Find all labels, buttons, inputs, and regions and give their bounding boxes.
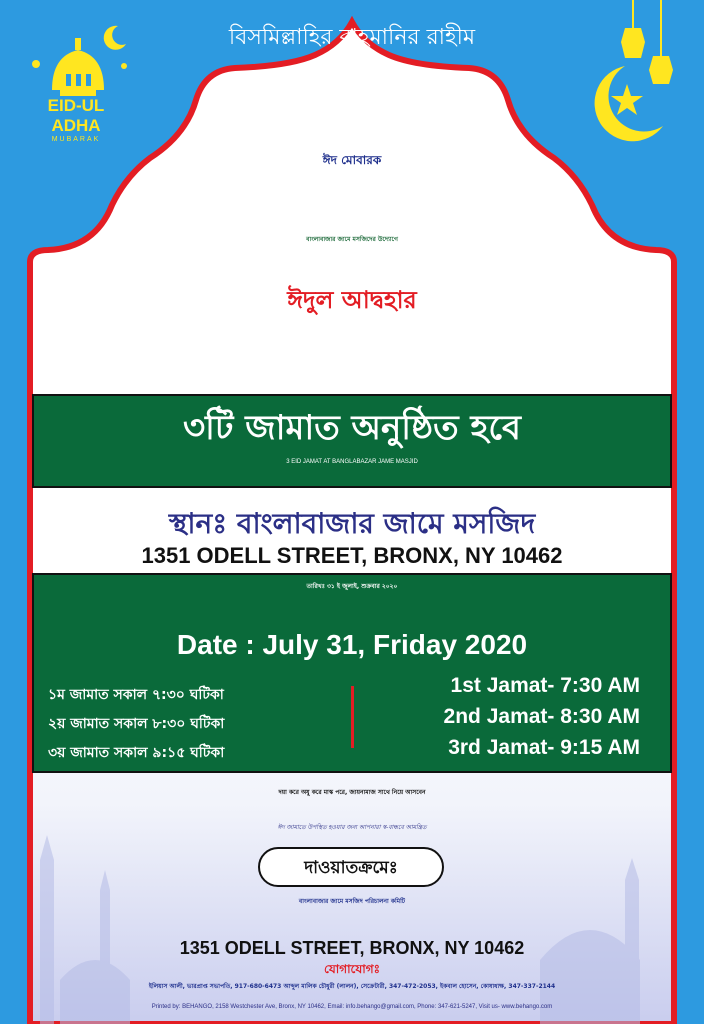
venue-address: 1351 ODELL STREET, BRONX, NY 10462	[141, 543, 563, 568]
contact-label: যোগাযোগঃ	[323, 962, 381, 976]
jamat-time-en-3: 3rd Jamat- 9:15 AM	[448, 736, 640, 759]
logo-text-adha: ADHA	[51, 116, 101, 135]
date-bn: তারিখঃ ৩১ ই জুলাই, শুক্রবার ২০২০	[306, 583, 398, 590]
jamat-time-bn-1: ১ম জামাত সকাল ৭:৩০ ঘটিকা	[48, 687, 224, 703]
date-en: Date : July 31, Friday 2020	[176, 629, 528, 660]
logo-text-mubarak: MUBARAK	[51, 136, 101, 143]
organizer-line: বাংলাবাজার জামে মসজিদের উদ্যোগে	[306, 236, 398, 243]
jamat-time-bn-3: ৩য় জামাত সকাল ৯:১৫ ঘটিকা	[48, 745, 225, 761]
logo-text-eid-ul: EID-UL	[47, 96, 105, 115]
invitation-text: ঈদ জামাতে উপস্থিত হওয়ার জন্য আপনারা স্ব-বান্ধবে আমন্ত্রিত	[277, 824, 427, 831]
venue-text: স্থানঃ বাংলাবাজার জামে মসজিদ	[168, 507, 536, 540]
printed-by: Printed by: BEHANGO, 2158 Westchester Ave, Bronx, NY 10462, Email: info.behango@gmail.com, Phone: 347-621-5247, Visit us- www.behango.com	[151, 1004, 553, 1010]
committee-name: বাংলাবাজার জামে মসজিদ পরিচালনা কমিটি	[298, 898, 406, 905]
bismillah-text: বিসমিল্লাহির রাহমানির রাহীম	[228, 25, 476, 50]
contact-details: ইলিয়াস আলী, ভারপ্রাপ্ত সভাপতি, 917-680-6473 আব্দুল মালিক চৌধুরী (লালন), সেক্রেটারী, 347-472-2053, ইকবাল হোসেন, কোষাধ্যক্ষ, 347-337-2144	[148, 983, 556, 990]
jamat-time-en-1: 1st Jamat- 7:30 AM	[450, 674, 640, 697]
event-title: ঈদুল আদ্বহার	[287, 286, 417, 314]
instruction-text: দয়া করে অযু করে মাস্ক পরে, জায়নামাজ সাথে নিয়ে আসবেন	[278, 789, 426, 796]
jamat-count-en: 3 EID JAMAT AT BANGLABAZAR JAME MASJID	[286, 459, 418, 465]
jamat-count-bn: ৩টি জামাত অনুষ্ঠিত হবে	[183, 408, 521, 448]
schedule-divider	[351, 686, 354, 748]
jamat-time-en-2: 2nd Jamat- 8:30 AM	[443, 705, 640, 728]
jamat-time-bn-2: ২য় জামাত সকাল ৮:৩০ ঘটিকা	[48, 716, 225, 732]
headline-eid-mubarak: ঈদ মোবারক	[322, 153, 382, 167]
committee-address: 1351 ODELL STREET, BRONX, NY 10462	[179, 938, 525, 958]
invite-label: দাওয়াতক্রমেঃ	[304, 858, 398, 878]
